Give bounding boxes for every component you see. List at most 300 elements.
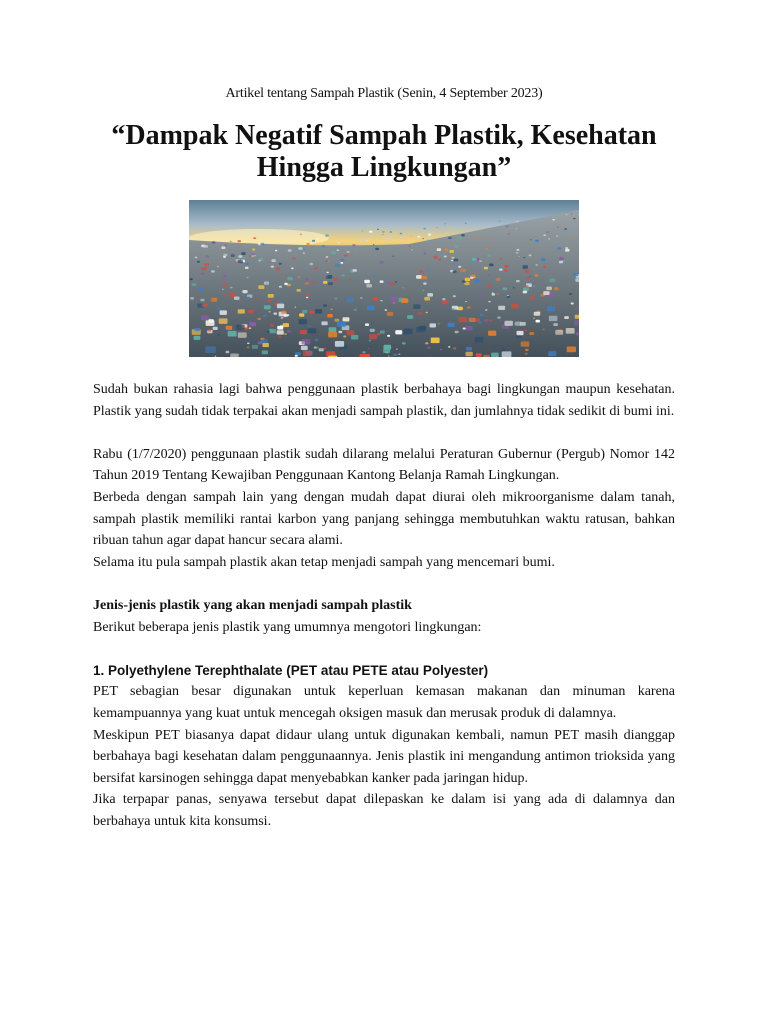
debris-piece <box>238 309 245 313</box>
debris-piece <box>302 310 307 313</box>
debris-piece <box>555 330 563 335</box>
debris-piece <box>242 290 247 293</box>
debris-piece <box>283 323 289 327</box>
debris-piece <box>268 311 270 313</box>
debris-piece <box>253 237 256 239</box>
debris-piece <box>266 331 270 333</box>
debris-piece <box>535 240 539 242</box>
debris-piece <box>335 264 340 267</box>
debris-piece <box>486 248 489 250</box>
debris-piece <box>208 319 213 322</box>
debris-piece <box>523 265 528 268</box>
debris-piece <box>192 283 197 286</box>
debris-piece <box>402 342 406 344</box>
debris-piece <box>262 343 269 347</box>
debris-piece <box>430 323 437 327</box>
debris-piece <box>543 329 545 330</box>
debris-piece <box>238 332 247 338</box>
debris-piece <box>448 237 452 239</box>
debris-piece <box>276 267 281 270</box>
debris-piece <box>467 307 470 309</box>
debris-piece <box>324 348 326 349</box>
debris-piece <box>295 307 297 308</box>
debris-piece <box>284 283 287 285</box>
debris-piece <box>262 350 268 354</box>
debris-piece <box>489 319 493 321</box>
debris-piece <box>502 351 512 357</box>
debris-piece <box>201 273 205 275</box>
debris-piece <box>315 309 322 314</box>
debris-piece <box>328 282 333 285</box>
debris-piece <box>375 248 379 250</box>
debris-piece <box>454 259 459 262</box>
debris-piece <box>271 266 274 268</box>
debris-piece <box>417 236 420 238</box>
debris-piece <box>273 313 277 315</box>
debris-piece <box>337 249 340 251</box>
debris-piece <box>575 278 579 282</box>
debris-piece <box>566 328 575 334</box>
debris-piece <box>257 318 261 320</box>
plastic-waste-landfill-image <box>189 200 579 357</box>
debris-piece <box>465 326 472 331</box>
debris-piece <box>306 294 309 296</box>
debris-piece <box>303 253 305 254</box>
debris-piece <box>249 255 252 257</box>
debris-piece <box>453 295 456 297</box>
debris-piece <box>368 348 370 349</box>
section-intro: Berikut beberapa jenis plastik yang umumnya mengotori lingkungan: <box>93 619 482 635</box>
debris-piece <box>223 283 228 286</box>
debris-piece <box>387 282 391 285</box>
debris-piece <box>243 257 245 258</box>
debris-piece <box>422 290 424 291</box>
debris-piece <box>532 276 534 277</box>
debris-piece <box>259 258 264 261</box>
paragraph-intro: Sudah bukan rahasia lagi bahwa penggunaan plastik berbahaya bagi lingkungan maupun kesehatan. Plastik yang sudah tidak terpakai akan menjadi sampah plastik, dan jumlahnya tidak sedikit di bumi ini. <box>93 382 675 419</box>
debris-piece <box>246 354 248 356</box>
debris-piece <box>199 288 204 291</box>
item-heading-pet: 1. Polyethylene Terephthalate (PET atau PETE atau Polyester) <box>93 662 489 678</box>
debris-piece <box>543 266 546 268</box>
debris-piece <box>264 305 271 309</box>
debris-piece <box>484 267 488 270</box>
debris-piece <box>444 223 446 224</box>
debris-piece <box>516 280 520 282</box>
debris-piece <box>310 263 314 265</box>
debris-piece <box>325 234 329 236</box>
debris-piece <box>374 286 376 287</box>
debris-piece <box>217 334 220 336</box>
debris-piece <box>284 314 288 317</box>
paragraph-pollution: Selama itu pula sampah plastik akan tetap menjadi sampah yang mencemari bumi. <box>93 554 555 570</box>
debris-piece <box>327 272 329 273</box>
debris-piece <box>479 314 483 317</box>
debris-piece <box>211 270 215 272</box>
debris-piece <box>508 233 510 234</box>
article-title <box>84 120 684 184</box>
debris-piece <box>459 317 468 322</box>
debris-piece <box>437 323 440 325</box>
debris-piece <box>301 346 308 350</box>
article-subtitle: Artikel tentang Sampah Plastik (Senin, 4 September 2023) <box>225 86 543 101</box>
debris-piece <box>245 267 249 269</box>
debris-piece <box>475 279 480 282</box>
debris-piece <box>380 281 384 283</box>
debris-piece <box>506 226 509 228</box>
debris-piece <box>222 289 224 290</box>
debris-piece <box>497 317 501 319</box>
debris-piece <box>204 263 209 266</box>
debris-piece <box>499 320 501 321</box>
debris-piece <box>427 293 433 297</box>
debris-piece <box>367 229 370 231</box>
debris-piece <box>325 260 328 262</box>
debris-piece <box>448 346 451 348</box>
debris-piece <box>411 249 413 250</box>
debris-piece <box>220 310 227 315</box>
debris-piece <box>488 254 492 257</box>
debris-piece <box>422 238 424 239</box>
debris-piece <box>270 324 274 327</box>
debris-piece <box>453 271 457 274</box>
debris-piece <box>423 228 426 230</box>
debris-piece <box>433 256 438 259</box>
debris-piece <box>354 250 356 251</box>
debris-piece <box>437 248 441 251</box>
debris-piece <box>334 278 338 281</box>
debris-piece <box>548 238 550 239</box>
debris-piece <box>344 255 347 257</box>
debris-piece <box>488 331 496 336</box>
debris-piece <box>387 237 391 239</box>
debris-piece <box>321 321 327 325</box>
debris-piece <box>470 277 473 279</box>
debris-piece <box>398 354 400 355</box>
debris-piece <box>449 227 452 229</box>
debris-piece <box>543 291 549 295</box>
debris-piece <box>288 277 293 280</box>
debris-piece <box>229 293 235 297</box>
debris-piece <box>451 260 453 261</box>
debris-piece <box>362 231 364 232</box>
debris-piece <box>377 333 380 335</box>
debris-piece <box>530 297 535 300</box>
debris-piece <box>323 304 327 306</box>
debris-piece <box>230 241 232 242</box>
debris-piece <box>284 333 287 335</box>
debris-piece <box>431 338 440 344</box>
debris-piece <box>299 319 308 324</box>
debris-piece <box>215 356 217 357</box>
debris-piece <box>566 214 568 215</box>
debris-piece <box>279 336 282 338</box>
debris-piece <box>449 255 451 256</box>
debris-piece <box>279 263 282 265</box>
debris-piece <box>465 278 470 281</box>
debris-piece <box>354 309 357 311</box>
debris-piece <box>373 244 375 245</box>
debris-piece <box>507 295 509 296</box>
debris-piece <box>472 258 477 261</box>
debris-piece <box>223 254 227 257</box>
debris-piece <box>511 304 518 309</box>
debris-piece <box>190 278 193 280</box>
debris-piece <box>328 332 337 338</box>
debris-piece <box>405 229 407 230</box>
debris-piece <box>576 332 579 335</box>
debris-piece <box>541 258 546 261</box>
debris-piece <box>299 313 304 316</box>
section-heading: Jenis-jenis plastik yang akan menjadi sampah plastik <box>93 597 412 613</box>
debris-piece <box>194 336 201 340</box>
debris-piece <box>516 228 518 229</box>
debris-piece <box>504 269 508 271</box>
debris-piece <box>451 257 454 259</box>
debris-piece <box>525 270 530 273</box>
debris-piece <box>463 328 466 330</box>
debris-piece <box>211 299 213 300</box>
debris-piece <box>427 240 429 241</box>
debris-piece <box>369 231 372 233</box>
debris-piece <box>277 330 284 334</box>
debris-piece <box>446 232 448 233</box>
debris-piece <box>485 309 488 311</box>
debris-piece <box>546 231 549 233</box>
debris-piece <box>448 323 455 327</box>
debris-piece <box>288 247 290 248</box>
debris-piece <box>269 329 276 333</box>
debris-piece <box>564 316 569 319</box>
debris-piece <box>526 285 529 287</box>
debris-piece <box>341 259 345 261</box>
debris-piece <box>547 306 555 311</box>
debris-piece <box>317 238 319 239</box>
debris-piece <box>534 282 537 284</box>
debris-piece <box>201 315 209 320</box>
debris-piece <box>492 293 496 295</box>
debris-piece <box>438 259 441 261</box>
debris-piece <box>342 274 345 276</box>
debris-piece <box>337 321 346 327</box>
debris-piece <box>202 305 204 307</box>
debris-piece <box>428 234 431 236</box>
debris-piece <box>246 277 248 278</box>
debris-piece <box>475 337 484 343</box>
debris-piece <box>347 298 354 302</box>
debris-piece <box>280 274 282 275</box>
debris-piece <box>317 235 320 237</box>
debris-piece <box>195 257 198 259</box>
debris-piece <box>334 298 337 300</box>
debris-piece <box>271 259 275 262</box>
debris-piece <box>516 252 518 254</box>
debris-piece <box>558 304 560 305</box>
debris-piece <box>573 218 576 220</box>
debris-piece <box>245 263 249 265</box>
paragraph-pet-danger: Meskipun PET biasanya dapat didaur ulang untuk digunakan kembali, namun PET masih dianggap berbahaya bagi kesehatan dalam penggunaannya. Jenis plastik ini mengandung antimon trioksida yang bersifat karsinogen sehingga dapat menyebabkan kanker pada jaringan hidup. <box>93 727 675 786</box>
debris-piece <box>204 245 208 248</box>
debris-piece <box>230 354 239 358</box>
debris-piece <box>567 347 576 353</box>
debris-piece <box>396 349 398 350</box>
debris-piece <box>289 310 292 312</box>
debris-piece <box>306 243 309 245</box>
debris-piece <box>453 264 455 265</box>
debris-piece <box>564 228 566 230</box>
debris-piece <box>392 256 394 257</box>
debris-piece <box>316 347 319 349</box>
debris-piece <box>322 319 324 320</box>
debris-piece <box>418 312 423 315</box>
debris-piece <box>249 322 256 326</box>
debris-piece <box>442 298 445 300</box>
debris-piece <box>483 355 489 357</box>
debris-piece <box>496 278 501 281</box>
debris-piece <box>524 330 526 331</box>
debris-piece <box>554 287 559 290</box>
debris-piece <box>502 349 506 352</box>
debris-piece <box>557 227 559 228</box>
debris-piece <box>574 320 579 325</box>
debris-piece <box>461 234 465 236</box>
debris-piece <box>346 254 348 255</box>
debris-piece <box>213 327 218 330</box>
debris-piece <box>359 354 370 357</box>
debris-piece <box>416 275 422 279</box>
debris-piece <box>343 317 350 321</box>
article-body <box>93 379 675 832</box>
debris-piece <box>419 326 426 330</box>
debris-piece <box>548 351 556 356</box>
debris-piece <box>465 223 467 224</box>
debris-piece <box>306 297 308 298</box>
debris-piece <box>492 239 494 240</box>
debris-piece <box>565 247 568 249</box>
debris-piece <box>529 332 534 335</box>
debris-piece <box>395 330 402 334</box>
debris-piece <box>535 264 538 266</box>
debris-piece <box>251 255 254 257</box>
debris-piece <box>513 287 515 288</box>
debris-piece <box>525 349 529 351</box>
debris-piece <box>487 285 491 288</box>
debris-piece <box>497 293 499 294</box>
debris-piece <box>339 331 343 333</box>
debris-piece <box>534 312 541 316</box>
debris-piece <box>387 312 393 316</box>
debris-piece <box>309 241 311 242</box>
debris-piece <box>303 249 305 250</box>
debris-piece <box>525 353 528 355</box>
debris-piece <box>380 300 382 301</box>
debris-piece <box>465 301 467 302</box>
debris-piece <box>402 287 405 289</box>
debris-piece <box>553 323 558 326</box>
debris-piece <box>452 308 455 310</box>
debris-piece <box>377 229 379 230</box>
debris-piece <box>346 330 354 335</box>
debris-piece <box>322 245 326 247</box>
debris-piece <box>238 240 242 242</box>
debris-piece <box>277 326 283 330</box>
debris-piece <box>565 249 569 252</box>
debris-piece <box>383 349 390 353</box>
debris-piece <box>231 254 234 256</box>
debris-piece <box>409 245 411 246</box>
debris-piece <box>190 297 194 299</box>
debris-piece <box>298 276 301 278</box>
debris-piece <box>533 318 535 319</box>
debris-piece <box>205 346 216 353</box>
debris-piece <box>295 355 298 357</box>
debris-piece <box>516 221 518 222</box>
debris-piece <box>297 289 301 292</box>
debris-piece <box>247 346 250 348</box>
debris-piece <box>292 257 296 259</box>
debris-piece <box>331 251 336 254</box>
debris-piece <box>393 353 397 356</box>
debris-piece <box>238 260 243 263</box>
debris-piece <box>312 240 315 242</box>
debris-piece <box>200 299 204 302</box>
debris-piece <box>288 249 292 252</box>
debris-piece <box>314 267 317 269</box>
debris-piece <box>479 292 484 295</box>
debris-piece <box>379 261 384 264</box>
debris-piece <box>517 331 524 335</box>
debris-piece <box>382 231 385 233</box>
debris-piece <box>391 300 397 304</box>
debris-piece <box>388 355 390 356</box>
debris-piece <box>351 335 358 340</box>
debris-piece <box>488 301 490 303</box>
debris-piece <box>263 315 266 317</box>
debris-piece <box>252 249 255 251</box>
debris-piece <box>373 275 377 277</box>
debris-piece <box>453 347 456 349</box>
paragraph-decomposition: Berbeda dengan sampah lain yang dengan mudah dapat diurai oleh mikroorganisme dalam tanah, sampah plastik memiliki rantai karbon yang panjang sehingga membutuhkan waktu ratusan, bahkan ribuan tahun agar dapat hancur secara alami. <box>93 489 675 549</box>
debris-piece <box>287 330 291 332</box>
debris-piece <box>302 339 311 345</box>
debris-piece <box>395 281 397 282</box>
debris-piece <box>382 234 384 235</box>
debris-piece <box>499 269 503 271</box>
debris-piece <box>484 319 488 322</box>
debris-piece <box>279 286 282 288</box>
debris-piece <box>260 243 264 245</box>
debris-piece <box>337 242 340 244</box>
debris-piece <box>461 269 466 272</box>
debris-piece <box>488 275 491 277</box>
debris-piece <box>323 281 327 284</box>
debris-piece <box>385 309 388 311</box>
paragraph-pet-heat: Jika terpapar panas, senyawa tersebut dapat dilepaskan ke dalam isi yang ada di dalamnya dan berbahaya untuk kita konsumsi. <box>93 792 675 829</box>
debris-piece <box>224 293 227 295</box>
debris-piece <box>267 300 271 302</box>
debris-piece <box>536 320 541 323</box>
debris-piece <box>328 356 337 357</box>
debris-piece <box>534 286 536 287</box>
debris-piece <box>303 351 312 356</box>
debris-piece <box>353 269 357 272</box>
debris-piece <box>362 351 365 353</box>
debris-piece <box>247 343 250 345</box>
debris-piece <box>466 352 473 357</box>
landfill-illustration <box>189 200 579 357</box>
debris-piece <box>571 238 574 240</box>
debris-piece <box>440 349 442 351</box>
